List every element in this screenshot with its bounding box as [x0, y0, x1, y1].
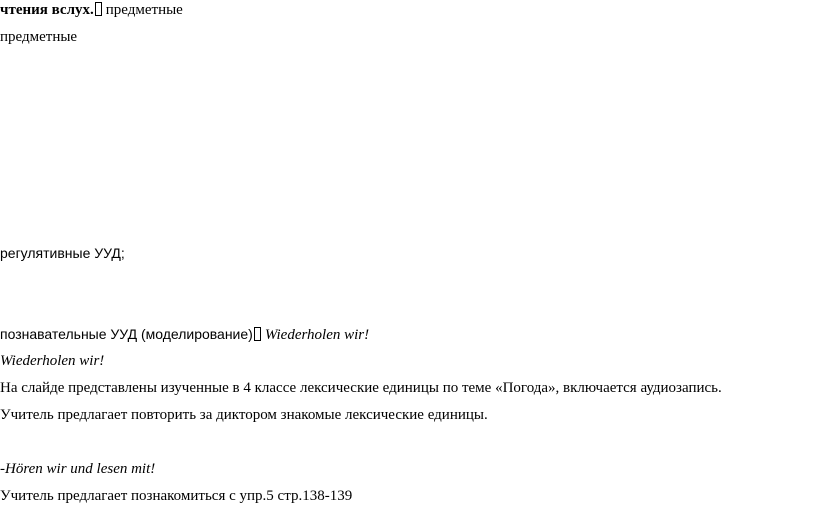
- repeat-heading: Wiederholen wir!: [0, 353, 105, 369]
- reading-aloud-text: чтения вслух.: [0, 2, 94, 18]
- teacher-instruction-exercise: Учитель предлагает познакомиться с упр.5 стр.138-139: [0, 488, 353, 504]
- cognitive-uud-line: [0, 325, 369, 344]
- repeat-phrase: Wiederholen wir!: [264, 327, 370, 343]
- missing-glyph-icon: [254, 327, 261, 341]
- regulatory-uud-line: регулятивные УУД;: [0, 245, 125, 261]
- listen-read-heading: -Hören wir und lesen mit!: [0, 461, 156, 477]
- slide-description: На слайде представлены изученные в 4 классе лексические единицы по теме «Погода», включается аудиозапись.: [0, 380, 722, 396]
- heading-line: [0, 1, 183, 19]
- cognitive-uud-text: познавательные УУД (моделирование): [0, 326, 253, 342]
- subject-label: предметные: [105, 2, 183, 18]
- missing-glyph-icon: [95, 2, 102, 16]
- teacher-instruction-repeat: Учитель предлагает повторить за диктором знакомые лексические единицы.: [0, 407, 488, 423]
- subject-line: предметные: [0, 29, 78, 45]
